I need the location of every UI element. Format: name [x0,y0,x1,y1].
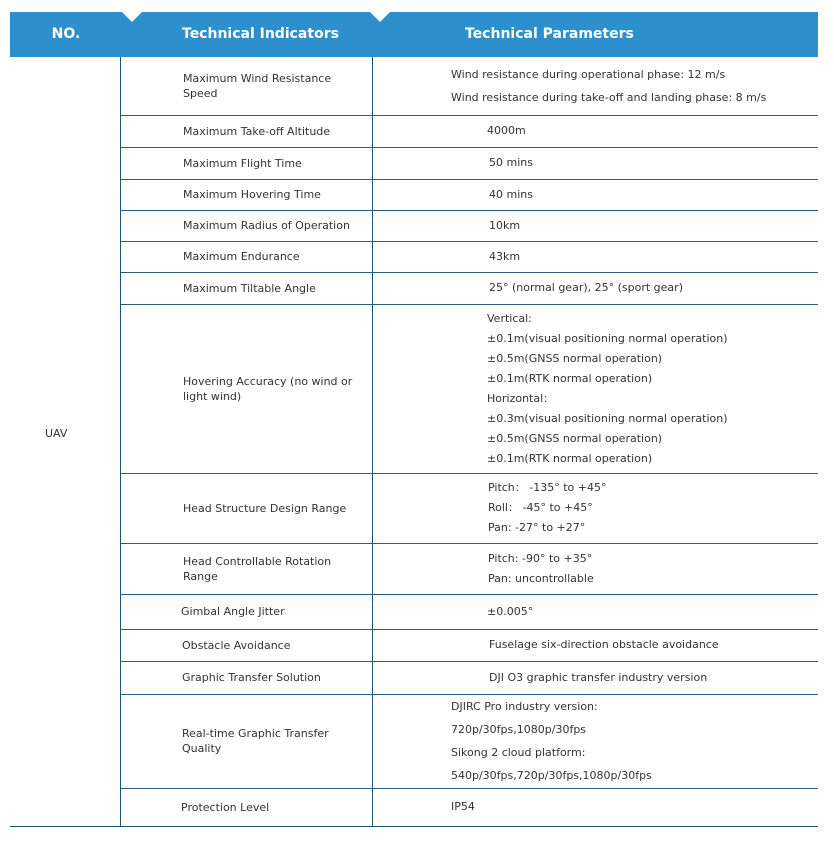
indicator-cell: Maximum Hovering Time [183,188,321,201]
row-divider [121,147,818,148]
parameter-line: 720p/30fps,1080p/30fps [451,722,587,736]
indicator-cell: Head Controllable Rotation Range [183,554,332,583]
header-no: NO. [51,26,81,42]
table-bottom-border [10,826,818,827]
parameter-line: ±0.5m(GNSS normal operation) [487,431,663,445]
parameter-line: Vertical: [487,311,532,325]
row-divider [121,241,818,242]
parameter-line: Pitch: -90° to +35° [488,551,593,565]
parameter-line: Horizontal： [487,391,555,405]
row-divider [121,661,818,662]
parameter-line: 4000m [487,124,526,137]
parameter-line: 50 mins [489,156,533,169]
parameter-cell [489,153,814,173]
header-technical-indicators: Technical Indicators [182,26,339,42]
parameter-line: ±0.3m(visual positioning normal operation) [487,411,728,425]
indicator-cell: Graphic Transfer Solution [182,671,321,684]
parameter-cell [487,121,814,141]
header-background [10,12,818,57]
parameter-line: Sikong 2 cloud platform: [451,746,586,760]
column-divider-2 [372,57,373,827]
indicator-cell: Maximum Endurance [183,250,300,263]
parameter-cell [489,635,814,655]
indicator-cell: Gimbal Angle Jitter [181,605,285,618]
row-divider [121,473,818,474]
header-technical-parameters: Technical Parameters [465,26,634,42]
indicator-cell: Maximum Flight Time [183,156,302,170]
parameter-cell [489,668,814,688]
parameter-cell [489,247,814,267]
row-divider [121,115,818,116]
parameter-cell [487,602,814,622]
row-divider [121,210,818,211]
indicator-cell: Maximum Tiltable Angle [183,281,316,295]
indicator-cell: Protection Level [181,800,270,814]
row-divider [121,543,818,544]
parameter-cell [489,216,814,236]
parameter-line: Pan: -27° to +27° [488,521,586,534]
parameter-line: ±0.1m(RTK normal operation) [487,371,653,385]
column-divider-1 [120,57,121,827]
parameter-line: ±0.1m(visual positioning normal operation) [487,331,728,345]
parameter-line: ±0.1m(RTK normal operation) [487,451,653,465]
parameter-cell [451,797,814,817]
parameter-line: ±0.5m(GNSS normal operation) [487,351,663,365]
parameter-cell [487,309,814,469]
parameter-line: Fuselage six-direction obstacle avoidance [489,638,719,651]
category-uav: UAV [45,427,68,440]
indicator-cell: Head Structure Design Range [183,501,347,515]
parameter-line: ±0.005° [487,604,534,618]
parameter-line: Wind resistance during operational phase: 12 m/s [451,68,726,81]
table-header [10,12,818,57]
indicator-cell: Obstacle Avoidance [182,638,291,652]
parameter-line: Pan: uncontrollable [488,571,594,585]
indicator-cell: Hovering Accuracy (no wind or light wind) [183,374,353,403]
row-divider [121,179,818,180]
parameter-cell [488,478,814,538]
indicator-cell: Maximum Take-off Altitude [183,124,331,138]
parameter-line: 540p/30fps,720p/30fps,1080p/30fps [451,769,652,783]
row-divider [121,594,818,595]
parameter-line: Pitch： -135° to +45° [488,481,607,494]
parameter-cell [489,185,814,205]
parameter-line: 25° (normal gear), 25° (sport gear) [489,281,683,294]
indicator-cell: Real-time Graphic Transfer Quality [182,727,329,755]
parameter-line: IP54 [451,800,475,813]
parameter-line: Wind resistance during take-off and landing phase: 8 m/s [451,91,767,104]
parameter-cell [488,549,814,589]
parameter-cell [451,695,814,788]
parameter-line: 10km [489,218,521,232]
parameter-cell [451,63,814,109]
parameter-line: 40 mins [489,187,533,201]
row-divider [121,788,818,789]
parameter-line: 43km [489,249,521,263]
row-divider [121,629,818,630]
row-divider [121,304,818,305]
parameter-line: Roll： -45° to +45° [488,501,593,514]
parameter-cell [489,278,814,298]
indicator-cell: Maximum Radius of Operation [183,219,350,232]
row-divider [121,272,818,273]
indicator-cell: Maximum Wind Resistance Speed [183,72,332,100]
parameter-line: DJIRC Pro industry version: [451,699,598,713]
parameter-line: DJI O3 graphic transfer industry version [489,670,708,684]
